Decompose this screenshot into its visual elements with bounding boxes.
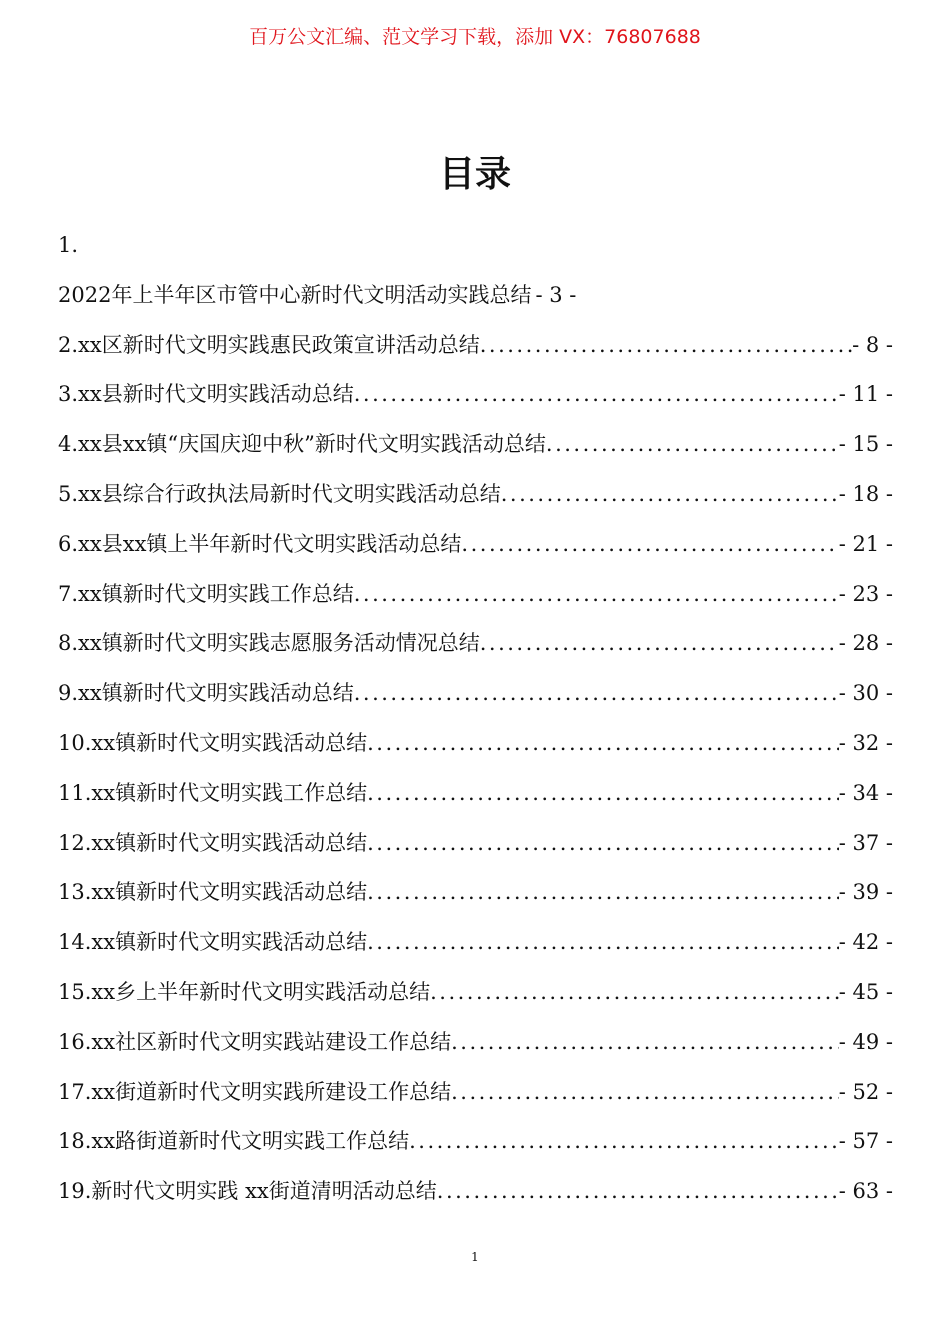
watermark-banner: 百万公文汇编、范文学习下载，添加 VX：76807688 xyxy=(249,26,701,48)
entry-number: 1. xyxy=(58,233,79,257)
entry-page: - 3 - xyxy=(535,282,577,307)
dot-leader xyxy=(409,1124,839,1158)
dot-leader xyxy=(461,527,838,561)
entry-page: - 49 - xyxy=(838,1029,893,1054)
entry-page: - 8 - xyxy=(852,332,893,357)
entry-page: - 18 - xyxy=(838,481,893,506)
entry-title: 8.xx镇新时代文明实践志愿服务活动情况总结 xyxy=(58,631,480,656)
toc-entry[interactable] xyxy=(58,676,893,726)
entry-title: 10.xx镇新时代文明实践活动总结 xyxy=(58,730,368,755)
dot-leader xyxy=(367,875,839,909)
dot-leader xyxy=(367,726,839,760)
entry-page: - 63 - xyxy=(838,1179,893,1204)
toc-entry[interactable] xyxy=(58,1124,893,1174)
toc-entry[interactable] xyxy=(58,1174,893,1224)
toc-entry[interactable] xyxy=(58,776,893,826)
dot-leader xyxy=(437,1174,839,1208)
entry-title: 14.xx镇新时代文明实践活动总结 xyxy=(58,930,368,955)
entry-title: 18.xx路街道新时代文明实践工作总结 xyxy=(58,1129,410,1154)
page-number: 1 xyxy=(471,1250,479,1264)
entry-page: - 21 - xyxy=(838,531,893,556)
entry-page: - 28 - xyxy=(838,631,893,656)
entry-title: 17.xx街道新时代文明实践所建设工作总结 xyxy=(58,1079,452,1104)
entry-title: 2022年上半年区市管中心新时代文明活动实践总结 xyxy=(58,282,532,307)
entry-title: 13.xx镇新时代文明实践活动总结 xyxy=(58,880,368,905)
toc-entry[interactable] xyxy=(58,1025,893,1075)
toc-entry[interactable] xyxy=(58,278,893,328)
dot-leader xyxy=(546,427,839,461)
entry-title: 16.xx社区新时代文明实践站建设工作总结 xyxy=(58,1029,452,1054)
entry-page: - 52 - xyxy=(838,1079,893,1104)
toc-entry[interactable] xyxy=(58,975,893,1025)
entry-page: - 30 - xyxy=(838,681,893,706)
entry-page: - 45 - xyxy=(838,979,893,1004)
entry-page: - 42 - xyxy=(838,930,893,955)
toc-entry[interactable] xyxy=(58,477,893,527)
dot-leader xyxy=(480,328,852,362)
entry-title: 9.xx镇新时代文明实践活动总结 xyxy=(58,681,354,706)
entry-title: 2.xx区新时代文明实践惠民政策宣讲活动总结 xyxy=(58,332,480,357)
entry-page: - 15 - xyxy=(838,432,893,457)
entry-title: 15.xx乡上半年新时代文明实践活动总结 xyxy=(58,979,431,1004)
entry-title: 3.xx县新时代文明实践活动总结 xyxy=(58,382,354,407)
dot-leader xyxy=(501,477,839,511)
entry-page: - 57 - xyxy=(838,1129,893,1154)
toc-entry[interactable] xyxy=(58,1075,893,1125)
toc-entry-number xyxy=(58,228,893,278)
toc-entry[interactable] xyxy=(58,427,893,477)
entry-page: - 11 - xyxy=(838,382,893,407)
entry-title: 19.新时代文明实践 xx街道清明活动总结 xyxy=(58,1179,437,1204)
entry-page: - 34 - xyxy=(838,780,893,805)
page-title: 目录 xyxy=(438,154,511,195)
entry-title: 11.xx镇新时代文明实践工作总结 xyxy=(58,780,368,805)
toc-entry[interactable] xyxy=(58,826,893,876)
toc-entry[interactable] xyxy=(58,626,893,676)
entry-title: 6.xx县xx镇上半年新时代文明实践活动总结 xyxy=(58,531,462,556)
toc-entry[interactable] xyxy=(58,527,893,577)
entry-page: - 32 - xyxy=(838,730,893,755)
dot-leader xyxy=(430,975,839,1009)
dot-leader xyxy=(480,626,839,660)
toc-entry[interactable] xyxy=(58,726,893,776)
entry-page: - 37 - xyxy=(838,830,893,855)
dot-leader xyxy=(367,925,839,959)
dot-leader xyxy=(451,1075,839,1109)
toc-entry[interactable] xyxy=(58,328,893,378)
entry-page: - 39 - xyxy=(838,880,893,905)
table-of-contents xyxy=(58,228,893,1224)
entry-title: 5.xx县综合行政执法局新时代文明实践活动总结 xyxy=(58,481,501,506)
toc-entry[interactable] xyxy=(58,925,893,975)
toc-entry[interactable] xyxy=(58,875,893,925)
dot-leader xyxy=(451,1025,839,1059)
dot-leader xyxy=(367,826,839,860)
entry-title: 12.xx镇新时代文明实践活动总结 xyxy=(58,830,368,855)
toc-entry[interactable] xyxy=(58,377,893,427)
dot-leader xyxy=(354,577,839,611)
dot-leader xyxy=(354,676,839,710)
entry-page: - 23 - xyxy=(838,581,893,606)
toc-entry[interactable] xyxy=(58,577,893,627)
dot-leader xyxy=(354,377,839,411)
entry-title: 7.xx镇新时代文明实践工作总结 xyxy=(58,581,354,606)
dot-leader xyxy=(367,776,839,810)
entry-title: 4.xx县xx镇“庆国庆迎中秋”新时代文明实践活动总结 xyxy=(58,432,546,457)
